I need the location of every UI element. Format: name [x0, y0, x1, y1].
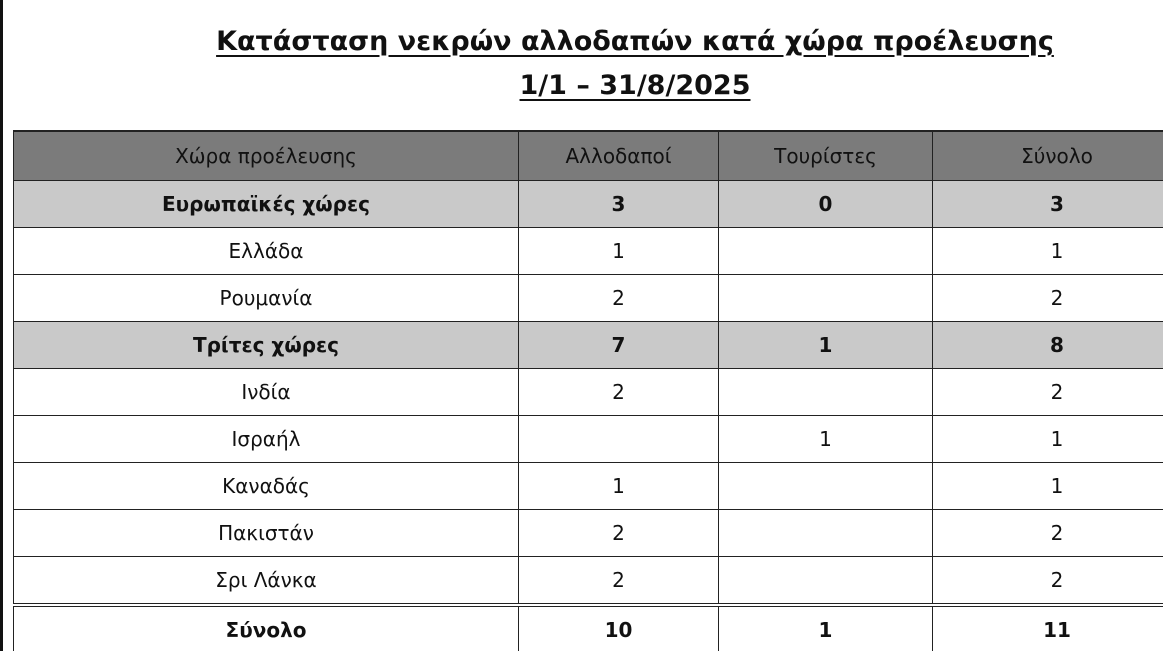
- group-tourists: 0: [719, 181, 933, 228]
- totals-foreigners: 10: [519, 605, 719, 651]
- table-row: [14, 463, 1163, 510]
- table-row: [14, 510, 1163, 557]
- table-header-row: [14, 131, 1163, 181]
- document-title: [0, 20, 1163, 108]
- total-cell: 2: [933, 557, 1163, 606]
- foreigners-cell: 2: [519, 275, 719, 322]
- country-cell: Σρι Λάνκα: [14, 557, 519, 606]
- header-foreigners: Αλλοδαποί: [519, 131, 719, 181]
- header-tourists: Τουρίστες: [719, 131, 933, 181]
- foreigners-cell: 1: [519, 228, 719, 275]
- total-cell: 1: [933, 463, 1163, 510]
- country-cell: Πακιστάν: [14, 510, 519, 557]
- tourists-cell: [719, 228, 933, 275]
- totals-label: Σύνολο: [14, 605, 519, 651]
- header-total: Σύνολο: [933, 131, 1163, 181]
- total-cell: 1: [933, 228, 1163, 275]
- group-foreigners: 7: [519, 322, 719, 369]
- header-country: Χώρα προέλευσης: [14, 131, 519, 181]
- table-row: [14, 416, 1163, 463]
- total-cell: 2: [933, 275, 1163, 322]
- deaths-by-country-table: [13, 130, 1163, 651]
- total-cell: 2: [933, 369, 1163, 416]
- tourists-cell: [719, 369, 933, 416]
- table-row: [14, 369, 1163, 416]
- country-cell: Καναδάς: [14, 463, 519, 510]
- country-cell: Ινδία: [14, 369, 519, 416]
- tourists-cell: [719, 463, 933, 510]
- tourists-cell: [719, 557, 933, 606]
- table-row: [14, 275, 1163, 322]
- totals-row: [14, 605, 1163, 651]
- total-cell: 1: [933, 416, 1163, 463]
- group-total: 3: [933, 181, 1163, 228]
- group-row-third-countries: [14, 322, 1163, 369]
- title-line-1: Κατάσταση νεκρών αλλοδαπών κατά χώρα προέλευσης: [216, 26, 1054, 57]
- table-row: [14, 228, 1163, 275]
- group-name: Ευρωπαϊκές χώρες: [14, 181, 519, 228]
- foreigners-cell: [519, 416, 719, 463]
- foreigners-cell: 2: [519, 510, 719, 557]
- country-cell: Ρουμανία: [14, 275, 519, 322]
- total-cell: 2: [933, 510, 1163, 557]
- group-name: Τρίτες χώρες: [14, 322, 519, 369]
- foreigners-cell: 2: [519, 557, 719, 606]
- country-cell: Ελλάδα: [14, 228, 519, 275]
- totals-tourists: 1: [719, 605, 933, 651]
- foreigners-cell: 1: [519, 463, 719, 510]
- group-tourists: 1: [719, 322, 933, 369]
- tourists-cell: [719, 275, 933, 322]
- totals-total: 11: [933, 605, 1163, 651]
- tourists-cell: [719, 510, 933, 557]
- title-line-2: 1/1 – 31/8/2025: [519, 70, 751, 101]
- group-foreigners: 3: [519, 181, 719, 228]
- tourists-cell: 1: [719, 416, 933, 463]
- table-row: [14, 557, 1163, 606]
- group-row-european: [14, 181, 1163, 228]
- foreigners-cell: 2: [519, 369, 719, 416]
- country-cell: Ισραήλ: [14, 416, 519, 463]
- group-total: 8: [933, 322, 1163, 369]
